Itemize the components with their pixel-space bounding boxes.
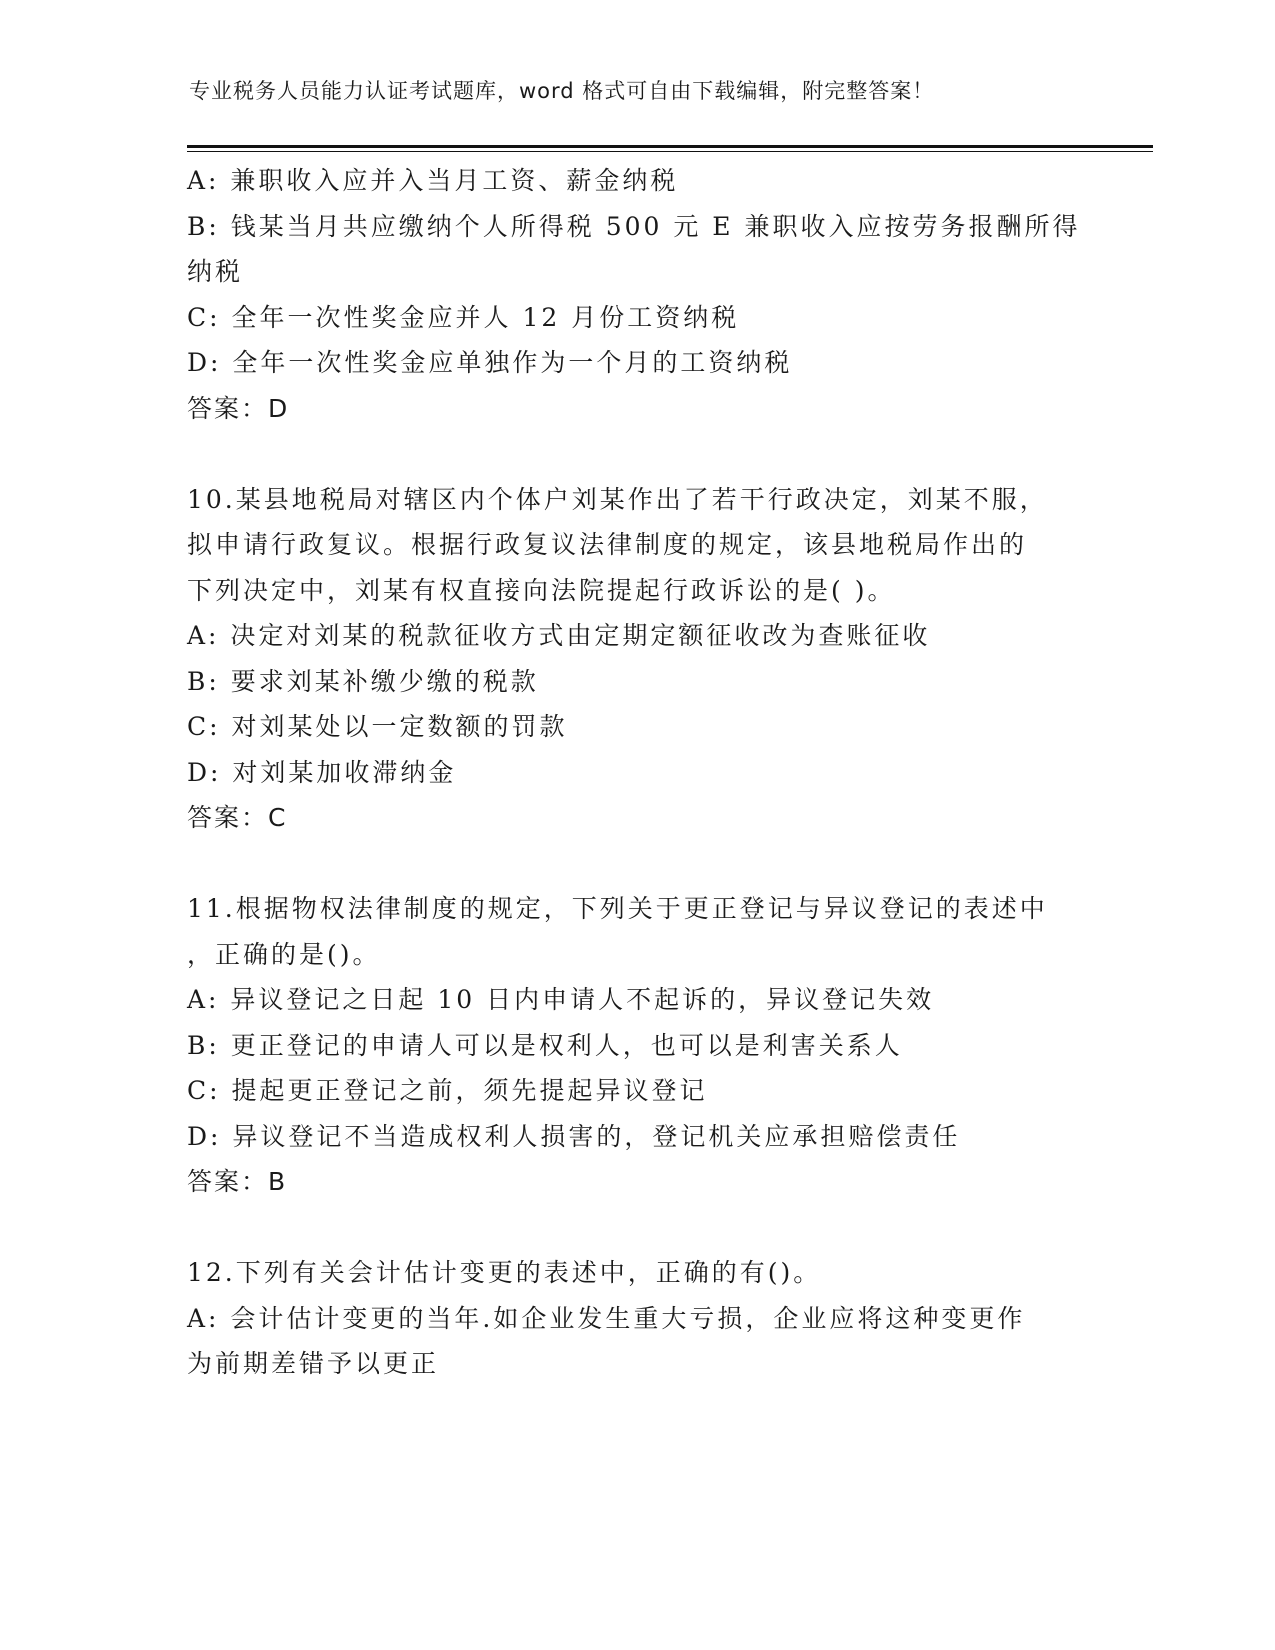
option-c: C: 提起更正登记之前，须先提起异议登记 [187, 1076, 708, 1105]
question-stem: 12.下列有关会计估计变更的表述中，正确的有()。 [187, 1258, 822, 1287]
option-a: A: 兼职收入应并入当月工资、薪金纳税 [187, 166, 679, 195]
option-a-continued: 为前期差错予以更正 [187, 1349, 440, 1378]
option-b: B: 要求刘某补缴少缴的税款 [187, 666, 539, 696]
question-11-block [187, 886, 1087, 1205]
option-b-continued: 纳税 [187, 257, 244, 286]
answer-line: 答案：C [187, 803, 288, 832]
option-d: D: 全年一次性奖金应单独作为一个月的工资纳税 [187, 348, 793, 377]
question-stem: 10.某县地税局对辖区内个体户刘某作出了若干行政决定，刘某不服， [187, 484, 1048, 514]
question-stem: 拟申请行政复议。根据行政复议法律制度的规定，该县地税局作出的 [187, 530, 1028, 559]
question-10-block [187, 477, 1087, 841]
option-a: A: 决定对刘某的税款征收方式由定期定额征收改为查账征收 [187, 621, 931, 650]
answer-line: 答案：B [187, 1167, 288, 1196]
question-stem: 11.根据物权法律制度的规定，下列关于更正登记与异议登记的表述中 [187, 894, 1048, 923]
option-d: D: 对刘某加收滞纳金 [187, 757, 457, 787]
question-9-block [187, 158, 1087, 431]
page-header: 专业税务人员能力认证考试题库，word 格式可自由下载编辑，附完整答案！ [189, 79, 935, 103]
option-a: A: 异议登记之日起 10 日内申请人不起诉的，异议登记失效 [187, 985, 935, 1014]
question-stem: 下列决定中，刘某有权直接向法院提起行政诉讼的是( )。 [187, 575, 896, 605]
option-b: B: 钱某当月共应缴纳个人所得税 500 元 E 兼职收入应按劳务报酬所得 [187, 211, 1081, 241]
option-b: B: 更正登记的申请人可以是权利人，也可以是利害关系人 [187, 1030, 903, 1060]
header-rule-thick [187, 145, 1153, 148]
question-12-block [187, 1250, 1087, 1387]
question-content [187, 158, 1087, 1387]
answer-line: 答案：D [187, 393, 290, 423]
option-c: C: 对刘某处以一定数额的罚款 [187, 712, 568, 741]
spacer [187, 431, 1087, 477]
header-rule-thin [187, 151, 1153, 152]
option-d: D: 异议登记不当造成权利人损害的，登记机关应承担赔偿责任 [187, 1121, 961, 1151]
question-stem: ，正确的是()。 [187, 939, 381, 969]
spacer [187, 1205, 1087, 1251]
option-a: A: 会计估计变更的当年.如企业发生重大亏损，企业应将这种变更作 [187, 1303, 1026, 1333]
spacer [187, 841, 1087, 887]
option-c: C: 全年一次性奖金应并人 12 月份工资纳税 [187, 302, 740, 332]
